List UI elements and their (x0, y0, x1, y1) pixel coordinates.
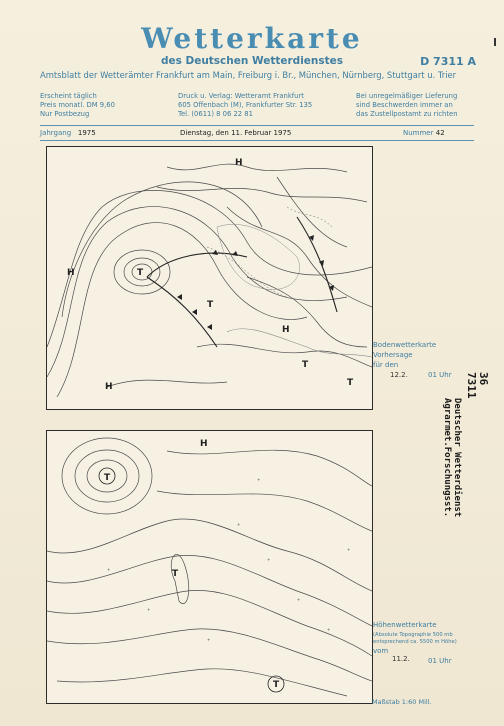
surface-map-date: 12.2. (390, 371, 408, 379)
surface-map-time: 01 Uhr (428, 371, 452, 379)
upper-air-map-drawing (47, 431, 372, 703)
issue-date (180, 129, 291, 137)
upper-air-time: 01 Uhr (428, 657, 452, 665)
publication-code: D 7311 A (420, 55, 476, 68)
surface-map-drawing (47, 147, 372, 409)
info-right-line: sind Beschwerden immer an (356, 101, 453, 109)
upper-air-vom-label: vom (373, 647, 389, 655)
stamp-number: 36 (477, 372, 490, 386)
svg-text:H: H (200, 439, 208, 449)
info-right-line: Bei unregelmäßiger Lieferung (356, 92, 458, 100)
svg-text:+: + (327, 627, 331, 632)
upper-air-date: 11.2. (392, 655, 410, 663)
map-scale: Maßstab 1:60 Mill. (372, 698, 432, 706)
info-middle-line: Tel. (0611) 8 06 22 81 (178, 110, 253, 118)
info-middle-line: 605 Offenbach (M), Frankfurter Str. 135 (178, 101, 313, 109)
svg-text:H: H (105, 382, 113, 392)
upper-air-map (46, 430, 373, 704)
amtsblatt-line: Amtsblatt der Wetterämter Frankfurt am Main, Freiburg i. Br., München, Nürnberg, Stuttgart u. Trier (40, 70, 457, 80)
svg-text:T: T (137, 268, 144, 278)
info-left-line: Preis monatl. DM 9,60 (40, 101, 115, 109)
page-title: Wetterkarte (141, 22, 363, 55)
svg-text:+: + (347, 547, 351, 552)
jahrgang-value: 1975 (77, 129, 96, 137)
upper-air-note-2: entsprechend ca. 5500 m Höhe) (373, 639, 457, 645)
info-column-left (40, 92, 115, 119)
svg-text:+: + (147, 607, 151, 612)
svg-text:H: H (235, 158, 243, 168)
info-middle-line: Druck u. Verlag: Wetteramt Frankfurt (178, 92, 304, 100)
jahrgang-label: Jahrgang (40, 129, 72, 137)
svg-text:+: + (107, 567, 111, 572)
stamp-line-1: Deutscher Wetterdienst (452, 398, 462, 518)
header-rule-bottom (40, 140, 474, 141)
archive-stamp (432, 372, 492, 572)
issue-date-text: Dienstag, den 11. Februar 1975 (180, 129, 292, 137)
page-subtitle: des Deutschen Wetterdienstes (160, 55, 344, 67)
info-column-right (356, 92, 458, 119)
upper-air-title: Höhenwetterkarte (373, 621, 437, 629)
svg-text:T: T (347, 378, 354, 388)
surface-map-title: Bodenwetterkarte (373, 341, 437, 349)
stamp-code: 7311 (465, 372, 478, 399)
svg-text:+: + (267, 557, 271, 562)
nummer-label: Nummer (403, 129, 434, 137)
nummer-value: 42 (435, 129, 445, 137)
surface-map-for-label: für den (373, 361, 399, 369)
stamp-line-2: Agrarmet.Forschungsst. (442, 398, 452, 518)
header-rule-top (40, 125, 474, 126)
svg-text:+: + (297, 597, 301, 602)
upper-air-note-1: (Absolute Topographie 500 mb (373, 632, 453, 638)
info-left-line: Erscheint täglich (40, 92, 97, 100)
info-right-line: das Zustellpostamt zu richten (356, 110, 458, 118)
svg-text:T: T (207, 300, 214, 310)
svg-text:H: H (282, 325, 290, 335)
nummer (403, 129, 445, 137)
svg-text:+: + (207, 637, 211, 642)
surface-weather-map (46, 146, 373, 410)
svg-text:T: T (273, 680, 280, 690)
svg-text:+: + (257, 477, 261, 482)
svg-text:T: T (302, 360, 309, 370)
surface-map-subtitle: Vorhersage (373, 351, 413, 359)
svg-text:T: T (104, 473, 111, 483)
svg-text:+: + (237, 522, 241, 527)
svg-text:T: T (172, 569, 179, 579)
svg-text:H: H (67, 268, 75, 278)
info-column-middle (178, 92, 312, 119)
info-left-line: Nur Postbezug (40, 110, 90, 118)
jahrgang (40, 129, 96, 137)
